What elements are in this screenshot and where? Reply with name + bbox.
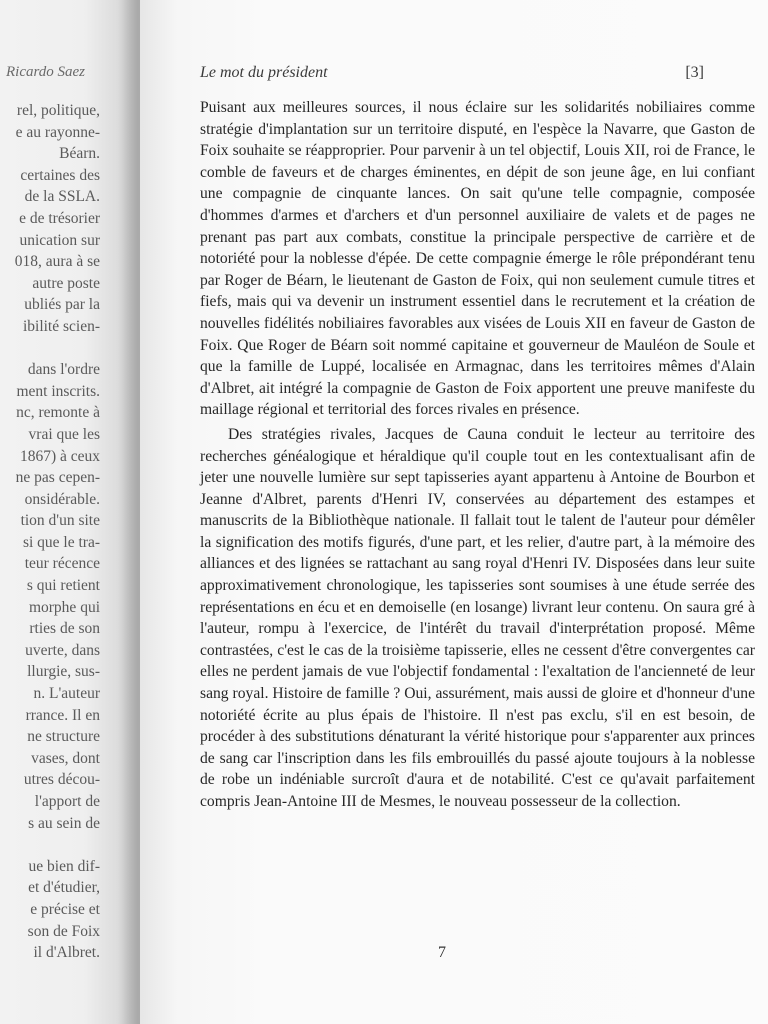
left-page-line: l'apport de	[34, 793, 100, 810]
left-page-line: rties de son	[29, 620, 100, 638]
section-marker: [3]	[685, 64, 704, 81]
left-page-line: unication sur	[19, 231, 100, 249]
left-page-line: ment inscrits.	[16, 382, 100, 400]
body-text	[200, 97, 755, 813]
left-page-line: llurgie, sus-	[27, 663, 100, 681]
left-page-line: de la SSLA.	[24, 188, 100, 206]
paragraph: Puisant aux meilleures sources, il nous éclaire sur les solidarités nobiliaires comme stratégie d'implantation sur un territoire disputé, en l'espèce la Navarre, que Gaston de Foix souhaite se réapproprier. Pour parvenir à un tel objectif, Louis XII, roi de France, le comble de faveurs et de charges éminentes, en dépit de son jeune âge, en lui confiant une compagnie de cinquante lances. On sait qu'une telle compagnie, composée d'hommes d'armes et d'archers et d'un personnel auxiliaire de valets et de pages ne prenant pas part aux combats, constitue la principale perspective de carrière et de notoriété pour la noblesse d'épée. De cette compagnie émerge le rôle prépondérant tenu par Roger de Béarn, le lieutenant de Gaston de Foix, qui non seulement cumule titres et fiefs, mais qui va devenir un instrument essentiel dans le recrutement et la création de nouvelles fidélités nobiliaires favorables aux visées de Louis XII en faveur de Gaston de Foix. Que Roger de Béarn soit nommé capitaine et gouverneur de Mauléon de Soule et que la famille de Luppé, localisée en Armagnac, dans les territoires mêmes d'Alain d'Albret, ait intégré la compagnie de Gaston de Foix apportent une preuve manifeste du maillage régional et territorial des forces rivales en présence.	[200, 99, 755, 419]
left-page-line: ue bien dif-	[28, 857, 100, 875]
left-page-line: ibilité scien-	[22, 317, 100, 335]
running-head: Le mot du président	[200, 64, 328, 81]
left-page-line: onsidérable.	[24, 490, 100, 508]
left-page-line: e de trésorier	[19, 209, 100, 227]
left-page-line: s qui retient	[26, 577, 100, 595]
left-page-line: e au rayonne-	[15, 123, 100, 141]
left-page-line	[0, 338, 100, 360]
left-running-head: Ricardo Saez	[6, 64, 86, 80]
left-page-line: si que le tra-	[22, 533, 100, 551]
paragraph: Des stratégies rivales, Jacques de Cauna conduit le lecteur au territoire des recherches généalogique et héraldique qu'il couple tout en les contextualisant afin de jeter une nouvelle lumière sur sept tapisseries ayant appartenu à Antoine de Bourbon et Jeanne d'Albret, parents d'Henri IV, conservées au département des estampes et manuscrits de la Bibliothèque nationale. Il fallait tout le talent de l'auteur pour démêler la signification des motifs figurés, d'une part, et les relier, d'autre part, à la mémoire des alliances et des lignées se rattachant au sang royal d'Henri IV. Disposées dans leur suite approximativement chronologique, les tapisseries sont soumises à une étude serrée des représentations en écu et en demoiselle (en losange) livrant leur contenu. On saura gré à l'auteur, rompu à l'exercice, de l'intérêt du travail d'interprétation proposé. Même contrastées, c'est le cas de la troisième tapisserie, elles ne cessent d'être convergentes car elles ne perdent jamais de vue l'objectif fondamental : l'exaltation de l'ancienneté de leur sang royal. Histoire de famille ? Oui, assurément, mais aussi de gloire et d'honneur d'une notoriété écrite au plus épais de l'histoire. Il n'est pas exclu, s'il en est besoin, de procéder à des substitutions dénaturant la vérité historique pour s'apparenter aux princes de sang car l'inscription dans les fils embrouillés du passé ajoute toujours à la noblesse de robe un indéniable surcroît d'aura et de notabilité. C'est ce qu'avait parfaitement compris Jean-Antoine III de Mesmes, le nouveau possesseur de la collection.	[200, 425, 755, 810]
left-page-text	[0, 100, 100, 964]
page-number: 7	[438, 944, 446, 961]
left-page-line: 018, aura à se	[14, 253, 100, 271]
left-page-line: morphe qui	[28, 598, 100, 616]
left-page-line: teur récence	[24, 555, 100, 573]
left-page-line: rel, politique,	[16, 102, 100, 119]
left-page-line: ne structure	[27, 728, 100, 746]
left-page-line: utres décou-	[23, 771, 100, 789]
left-page-line: tion d'un site	[20, 512, 100, 530]
left-page-line: ne pas cepen-	[15, 469, 100, 487]
left-page-line: vases, dont	[31, 749, 100, 767]
left-page-line: vrai que les	[28, 425, 100, 443]
left-page-line: e précise et	[30, 900, 100, 918]
left-page-line: nc, remonte à	[16, 404, 100, 422]
left-page-line: uverte, dans	[25, 641, 100, 659]
left-page-line: et d'étudier,	[28, 879, 100, 897]
left-page-line: Béarn.	[59, 145, 100, 163]
left-page-line: ubliés par la	[24, 296, 100, 314]
right-page	[140, 0, 768, 1024]
left-page-line: s au sein de	[28, 814, 100, 832]
left-page-line: autre poste	[32, 274, 100, 292]
left-page-line: rrance. Il en	[25, 706, 100, 724]
left-page-line: il d'Albret.	[33, 944, 100, 962]
left-page-line: certaines des	[20, 166, 100, 184]
left-page-line	[0, 834, 100, 856]
left-page-line: son de Foix	[27, 922, 100, 940]
left-page-line: n. L'auteur	[33, 685, 100, 703]
left-page-line: 1867) à ceux	[19, 447, 100, 465]
left-page-line: dans l'ordre	[27, 361, 100, 379]
